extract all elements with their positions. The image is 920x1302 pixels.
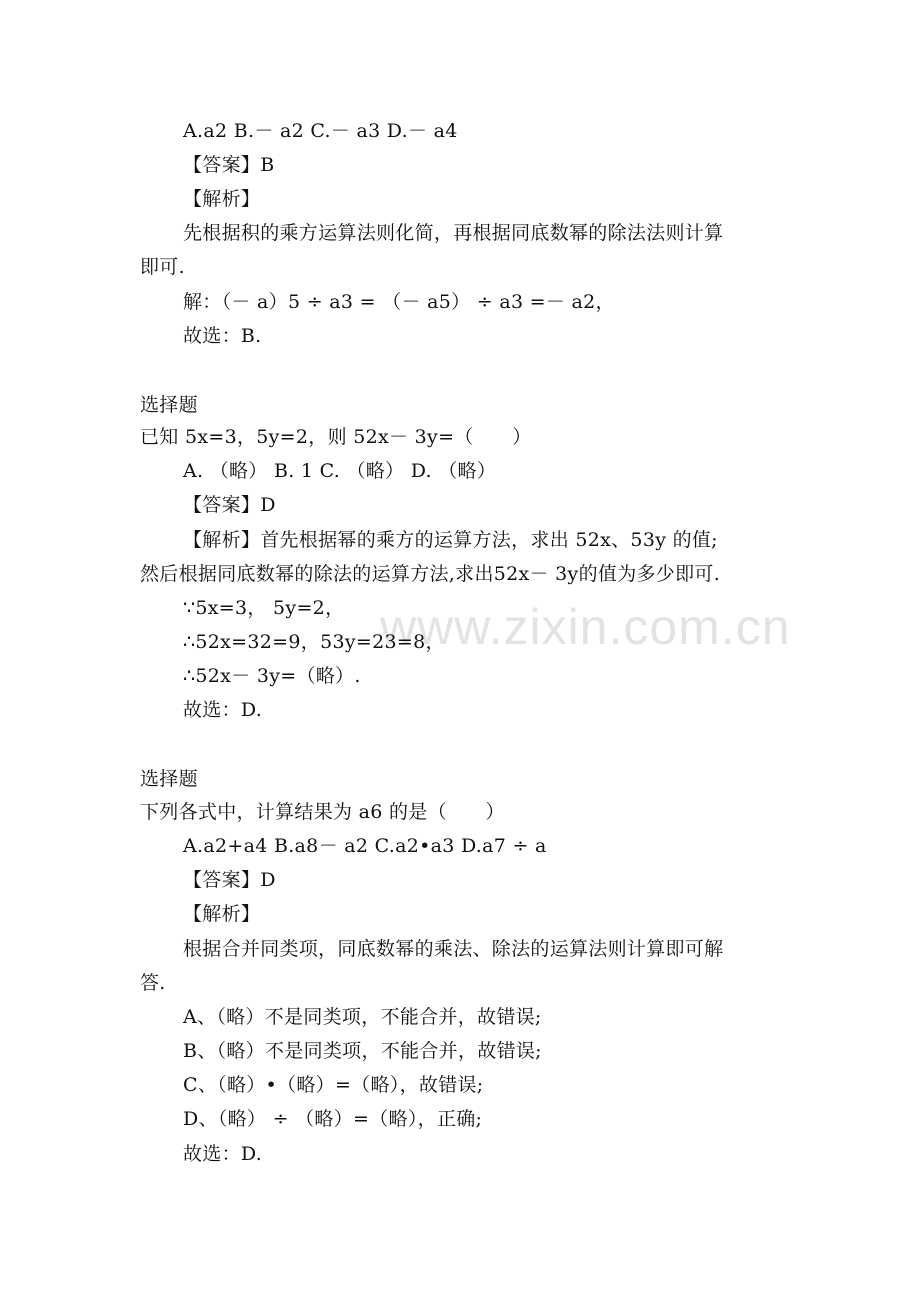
q2-choose: 故选：D. [183,699,263,721]
q1-analysis-line1: 先根据积的乘方运算法则化简，再根据同底数幂的除法法则计算 [183,222,724,244]
q3-option-a-reason: A、（略）不是同类项，不能合并，故错误; [183,1006,542,1028]
q2-type: 选择题 [140,394,198,416]
q1-analysis-label: 【解析】 [183,188,261,210]
q1-options: A.a2 B.－ a2 C.－ a3 D.－ a4 [183,120,458,142]
q1-choose: 故选：B. [183,325,262,347]
q2-step1: ∵5x=3， 5y=2， [183,597,345,619]
q2-analysis-line1: 【解析】首先根据幂的乘方的运算方法，求出 52x、53y 的值; [183,529,718,551]
q3-option-b-reason: B、（略）不是同类项，不能合并，故错误; [183,1040,542,1062]
q2-answer: 【答案】D [183,494,276,516]
q3-stem: 下列各式中，计算结果为 a6 的是（ ） [140,801,505,823]
q3-analysis-line1: 根据合并同类项，同底数幂的乘法、除法的运算法则计算即可解 [183,938,724,960]
q3-choose: 故选：D. [183,1143,263,1165]
q3-option-c-reason: C、（略）•（略）=（略），故错误; [183,1074,484,1096]
q2-step3: ∴52x－ 3y=（略）. [183,665,361,687]
watermark: www.zixin.com.cn [380,599,791,655]
q2-stem: 已知 5x=3，5y=2，则 52x－ 3y=（ ） [140,426,532,448]
q2-options: A. （略） B. 1 C. （略） D. （略） [183,460,497,482]
q3-type: 选择题 [140,768,198,790]
q2-analysis-line2: 然后根据同底数幂的除法的运算方法,求出52x－ 3y的值为多少即可. [140,563,721,585]
q3-analysis-line2: 答. [140,972,166,994]
q1-answer: 【答案】B [183,154,275,176]
q1-solution: 解：（－ a）5 ÷ a3 = （－ a5） ÷ a3 =－ a2， [183,291,615,313]
q1-analysis-line2: 即可. [140,256,185,278]
q2-step2: ∴52x=32=9，53y=23=8， [183,631,445,653]
q3-option-d-reason: D、（略） ÷ （略）=（略），正确; [183,1108,483,1130]
q3-analysis-label: 【解析】 [183,903,261,925]
q3-answer: 【答案】D [183,869,276,891]
q3-options: A.a2+a4 B.a8－ a2 C.a2•a3 D.a7 ÷ a [183,835,547,857]
